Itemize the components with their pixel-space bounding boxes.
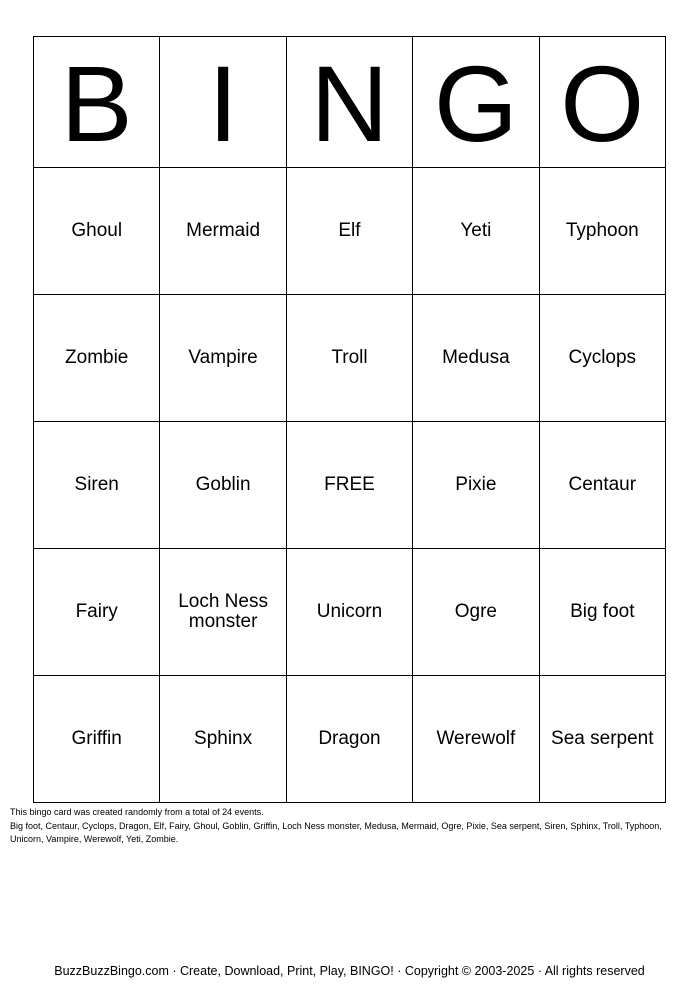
- bingo-cell: Werewolf: [413, 676, 539, 803]
- bingo-cell: Typhoon: [539, 168, 665, 295]
- free-space-cell: FREE: [286, 422, 412, 549]
- bingo-cell: Troll: [286, 295, 412, 422]
- bingo-cell: Unicorn: [286, 549, 412, 676]
- bingo-row: [34, 549, 666, 676]
- header-letter-i: I: [160, 37, 286, 168]
- bingo-cell: Ghoul: [34, 168, 160, 295]
- bingo-row: [34, 676, 666, 803]
- bingo-cell: Siren: [34, 422, 160, 549]
- bingo-cell: Dragon: [286, 676, 412, 803]
- bingo-cell: Goblin: [160, 422, 286, 549]
- bingo-cell: Loch Ness monster: [160, 549, 286, 676]
- header-letter-n: N: [286, 37, 412, 168]
- bingo-row: [34, 422, 666, 549]
- site-footer: BuzzBuzzBingo.com · Create, Download, Print, Play, BINGO! · Copyright © 2003-2025 · All rights reserved: [54, 964, 645, 978]
- bingo-cell: Cyclops: [539, 295, 665, 422]
- bingo-cell: Vampire: [160, 295, 286, 422]
- bingo-cell: Sphinx: [160, 676, 286, 803]
- bingo-card: [33, 36, 666, 803]
- bingo-cell: Griffin: [34, 676, 160, 803]
- bingo-cell: Ogre: [413, 549, 539, 676]
- bingo-cell: Big foot: [539, 549, 665, 676]
- bingo-row: [34, 168, 666, 295]
- bingo-cell: Zombie: [34, 295, 160, 422]
- footnote-event-list: Big foot, Centaur, Cyclops, Dragon, Elf, Fairy, Ghoul, Goblin, Griffin, Loch Ness monster, Medusa, Mermaid, Ogre, Pixie, Sea serpent, Siren, Sphinx, Troll, Typhoon, Unicorn, Vampire, Werewolf, Yeti, Zombie.: [10, 820, 662, 844]
- bingo-cell: Fairy: [34, 549, 160, 676]
- bingo-cell: Centaur: [539, 422, 665, 549]
- bingo-cell: Sea serpent: [539, 676, 665, 803]
- footnote-summary: This bingo card was created randomly from a total of 24 events.: [10, 807, 264, 817]
- header-letter-b: B: [34, 37, 160, 168]
- header-letter-o: O: [539, 37, 665, 168]
- bingo-cell: Elf: [286, 168, 412, 295]
- bingo-cell: Mermaid: [160, 168, 286, 295]
- bingo-cell: Yeti: [413, 168, 539, 295]
- bingo-header-row: [34, 37, 666, 168]
- bingo-cell: Medusa: [413, 295, 539, 422]
- bingo-row: [34, 295, 666, 422]
- card-footnote: [10, 806, 670, 847]
- header-letter-g: G: [413, 37, 539, 168]
- bingo-cell: Pixie: [413, 422, 539, 549]
